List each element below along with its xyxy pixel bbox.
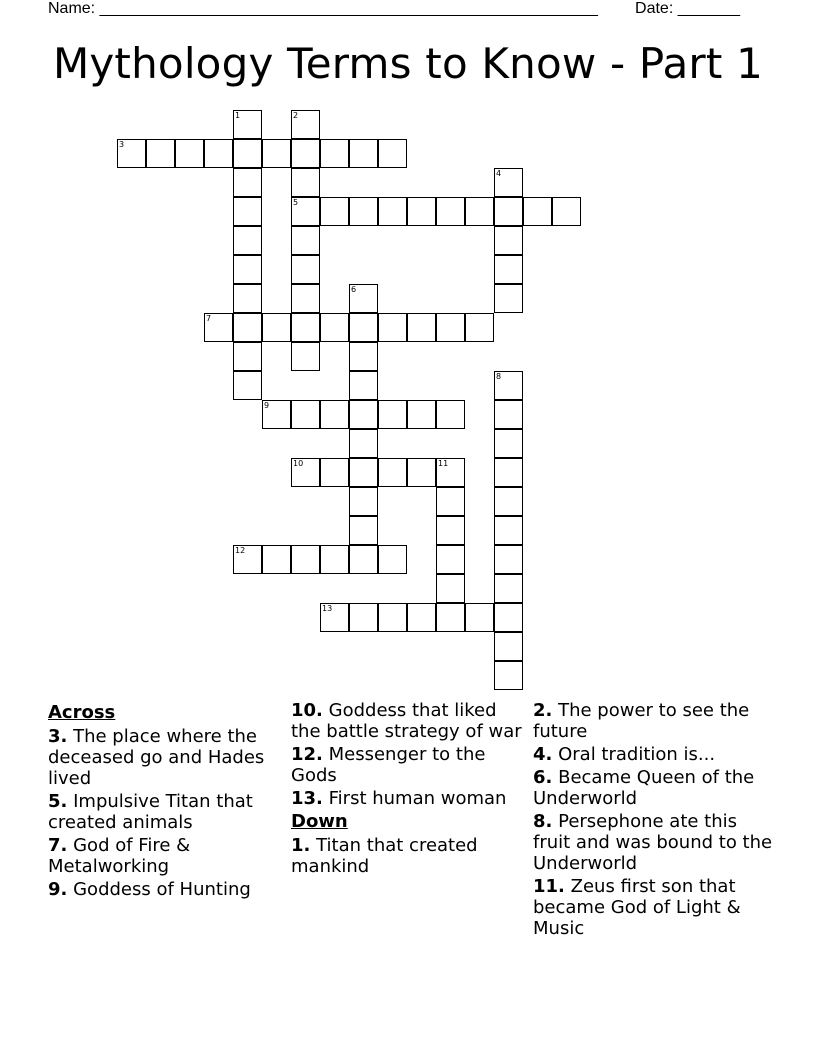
grid-cell[interactable] [407,400,436,429]
grid-cell[interactable] [436,313,465,342]
grid-cell[interactable] [349,284,378,313]
cell-number: 8 [496,372,502,381]
grid-cell[interactable] [204,313,233,342]
cell-number: 5 [293,198,299,207]
grid-cell[interactable] [436,487,465,516]
grid-cell[interactable] [320,139,349,168]
grid-cell[interactable] [233,342,262,371]
grid-cell[interactable] [291,458,320,487]
grid-cell[interactable] [262,139,291,168]
clue-across-7: 7. God of Fire & Metalworking [48,835,191,877]
grid-cell[interactable] [436,516,465,545]
grid-cell[interactable] [465,603,494,632]
grid-cell[interactable] [349,516,378,545]
date-field[interactable]: Date: _______ [635,0,740,17]
grid-cell[interactable] [291,110,320,139]
clue-across-12: 12. Messenger to the Gods [291,744,486,786]
grid-cell[interactable] [349,371,378,400]
grid-cell[interactable] [378,313,407,342]
grid-cell[interactable] [407,197,436,226]
grid-cell[interactable] [291,342,320,371]
grid-cell[interactable] [494,516,523,545]
grid-cell[interactable] [465,197,494,226]
grid-cell[interactable] [349,487,378,516]
grid-cell[interactable] [494,284,523,313]
grid-cell[interactable] [262,400,291,429]
down-heading: Down [291,811,348,832]
grid-cell[interactable] [349,545,378,574]
grid-cell[interactable] [436,574,465,603]
grid-cell[interactable] [436,400,465,429]
grid-cell[interactable] [175,139,204,168]
grid-cell[interactable] [494,226,523,255]
grid-cell[interactable] [378,545,407,574]
grid-cell[interactable] [349,603,378,632]
clues-column-2 [291,700,523,879]
grid-cell[interactable] [349,139,378,168]
cell-number: 11 [438,459,449,468]
grid-cell[interactable] [320,458,349,487]
clue-down-1: 1. Titan that created mankind [291,835,478,877]
grid-cell[interactable] [146,139,175,168]
grid-cell[interactable] [204,139,233,168]
grid-cell[interactable] [291,545,320,574]
grid-cell[interactable] [233,284,262,313]
grid-cell[interactable] [436,197,465,226]
page-title: Mythology Terms to Know - Part 1 [52,39,764,88]
grid-cell[interactable] [378,197,407,226]
clues-column-1 [48,700,278,902]
cell-number: 12 [235,546,246,555]
cell-number: 9 [264,401,270,410]
cell-number: 6 [351,285,357,294]
grid-cell[interactable] [407,458,436,487]
grid-cell[interactable] [320,603,349,632]
grid-cell[interactable] [291,139,320,168]
grid-cell[interactable] [349,342,378,371]
grid-cell[interactable] [349,458,378,487]
grid-cell[interactable] [494,429,523,458]
grid-cell[interactable] [494,255,523,284]
clue-across-3: 3. The place where the deceased go and Hades lived [48,726,265,789]
clue-down-2: 2. The power to see the future [533,700,750,742]
grid-cell[interactable] [465,313,494,342]
grid-cell[interactable] [378,139,407,168]
grid-cell[interactable] [378,458,407,487]
grid-cell[interactable] [233,139,262,168]
grid-cell[interactable] [291,226,320,255]
cell-number: 13 [322,604,333,613]
grid-cell[interactable] [494,458,523,487]
cell-number: 2 [293,111,299,120]
clue-across-13: 13. First human woman [291,788,507,809]
grid-cell[interactable] [291,284,320,313]
name-field[interactable]: Name: ________________________________________________________ [48,0,598,17]
grid-cell[interactable] [349,429,378,458]
grid-cell[interactable] [552,197,581,226]
across-heading: Across [48,702,116,723]
grid-cell[interactable] [494,371,523,400]
grid-cell[interactable] [320,400,349,429]
grid-cell[interactable] [291,255,320,284]
clue-down-11: 11. Zeus first son that became God of Light & Music [533,876,741,939]
grid-cell[interactable] [233,371,262,400]
grid-cell[interactable] [233,197,262,226]
grid-cell[interactable] [117,139,146,168]
grid-cell[interactable] [349,400,378,429]
cell-number: 1 [235,111,241,120]
grid-cell[interactable] [494,661,523,690]
clue-across-5: 5. Impulsive Titan that created animals [48,791,253,833]
clue-down-6: 6. Became Queen of the Underworld [533,767,755,809]
grid-cell[interactable] [436,545,465,574]
grid-cell[interactable] [233,313,262,342]
clue-across-9: 9. Goddess of Hunting [48,879,251,900]
grid-cell[interactable] [320,313,349,342]
grid-cell[interactable] [349,197,378,226]
grid-cell[interactable] [523,197,552,226]
grid-cell[interactable] [494,574,523,603]
grid-cell[interactable] [378,603,407,632]
grid-cell[interactable] [436,603,465,632]
grid-cell[interactable] [233,226,262,255]
grid-cell[interactable] [291,313,320,342]
grid-cell[interactable] [494,632,523,661]
grid-cell[interactable] [320,545,349,574]
cell-number: 10 [293,459,304,468]
grid-cell[interactable] [291,197,320,226]
grid-cell[interactable] [291,168,320,197]
clues-column-3 [533,700,773,941]
grid-cell[interactable] [494,487,523,516]
grid-cell[interactable] [233,255,262,284]
grid-cell[interactable] [233,110,262,139]
clue-down-4: 4. Oral tradition is... [533,744,716,765]
cell-number: 3 [119,140,125,149]
cell-number: 7 [206,314,212,323]
grid-cell[interactable] [494,197,523,226]
grid-cell[interactable] [262,545,291,574]
clue-across-10: 10. Goddess that liked the battle strategy of war [291,700,522,742]
grid-cell[interactable] [494,400,523,429]
grid-cell[interactable] [378,400,407,429]
grid-cell[interactable] [291,400,320,429]
grid-cell[interactable] [233,168,262,197]
grid-cell[interactable] [407,313,436,342]
grid-cell[interactable] [407,603,436,632]
grid-cell[interactable] [494,168,523,197]
grid-cell[interactable] [262,313,291,342]
grid-cell[interactable] [494,603,523,632]
cell-number: 4 [496,169,502,178]
grid-cell[interactable] [436,458,465,487]
grid-cell[interactable] [233,545,262,574]
grid-cell[interactable] [320,197,349,226]
clue-down-8: 8. Persephone ate this fruit and was bound to the Underworld [533,811,773,874]
grid-cell[interactable] [349,313,378,342]
grid-cell[interactable] [494,545,523,574]
